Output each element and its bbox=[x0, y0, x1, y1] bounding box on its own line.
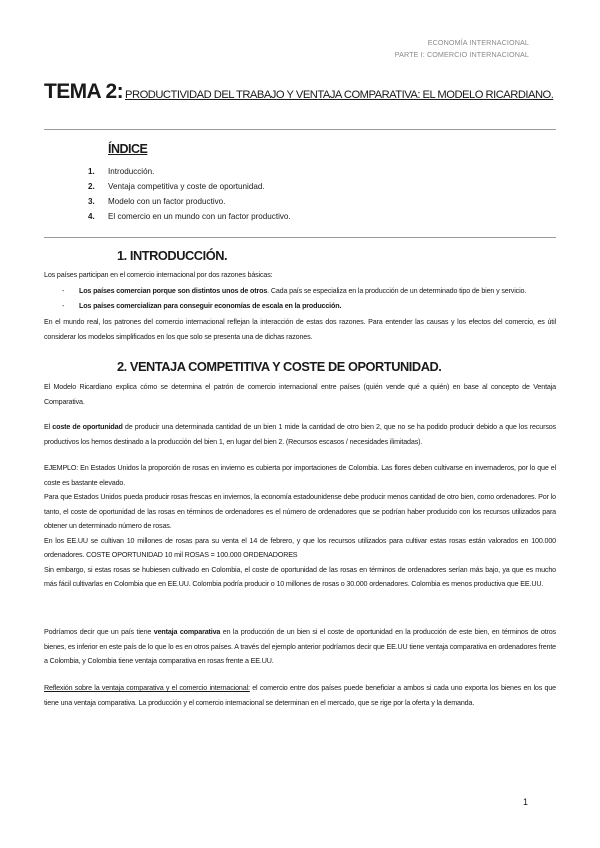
section1-intro: Los países participan en el comercio internacional por dos razones básicas: bbox=[44, 271, 273, 279]
divider-index bbox=[44, 237, 556, 238]
index-heading: ÍNDICE bbox=[108, 142, 148, 156]
title-main: TEMA 2: bbox=[44, 80, 124, 103]
section1-closing: En el mundo real, los patrones del comercio internacional reflejan la interacción de estas dos razones. Para entender las causas y los efectos del comercio, es útil considerar los modelos simplificados en los que solo se presenta una de dichas razones. bbox=[44, 318, 556, 341]
section2-heading: 2. VENTAJA COMPETITIVA Y COSTE DE OPORTUNIDAD. bbox=[117, 359, 442, 374]
title-sub: PRODUCTIVIDAD DEL TRABAJO Y VENTAJA COMPARATIVA: EL MODELO RICARDIANO. bbox=[125, 89, 554, 101]
header-part: PARTE I: COMERCIO INTERNACIONAL bbox=[394, 50, 529, 59]
index-item: 4. El comercio en un mundo con un factor productivo. bbox=[88, 212, 291, 221]
page-number: 1 bbox=[522, 797, 528, 807]
section1-heading: 1. INTRODUCCIÓN. bbox=[117, 248, 228, 263]
header-course: ECONOMÍA INTERNACIONAL bbox=[427, 38, 529, 47]
section2-p4: Podríamos decir que un país tiene ventaja comparativa en la producción de un bien si el coste de oportunidad en la producción de este bien, en términos de otros bienes, es inferior en este país de lo que lo es en otros países. A través del ejemplo anterior podríamos decir que EE.UU tiene ventaja comparativa en ordenadores frente a Colombia, y Colombia tiene ventaja comparativa en rosas frente a EE.UU. bbox=[44, 628, 556, 665]
page-title bbox=[44, 80, 574, 104]
example-line: Sin embargo, si estas rosas se hubiesen cultivado en Colombia, el coste de oportunidad de las rosas en términos de ordenadores serían más bajo, ya que es mucho más fácil cultivarlas en Colombia que en EE.UU. Colombia podría producir o 10 millones de rosas o 30.000 ordenadores. Colombia es menos productiva que EE.UU. bbox=[44, 565, 556, 588]
section2-p1: El Modelo Ricardiano explica cómo se determina el patrón de comercio internacional entre países (quién vende qué a quién) en base al concepto de Ventaja Comparativa. bbox=[44, 383, 556, 406]
bullet-item: - Los países comercializan para conseguir economías de escala en la producción. bbox=[62, 301, 342, 310]
example-line: Para que Estados Unidos pueda producir rosas frescas en inviernos, la economía estadounidense debe producir menos cantidad de otro bien, como ordenadores. Por lo tanto, el coste de oportunidad de las rosas en términos de ordenadores es el número de ordenadores que se podrían haber producido con los recursos utilizados para obtener un determinado número de rosas. bbox=[44, 493, 556, 530]
running-header bbox=[395, 37, 529, 61]
bullet-item: - Los países comercian porque son distintos unos de otros. Cada país se especializa en la producción de un determinado tipo de bien y servicio. bbox=[62, 287, 527, 295]
section2-p2: El coste de oportunidad de producir una determinada cantidad de un bien 1 mide la cantidad de otro bien 2, que no se ha podido producir debido a que los recursos productivos los hemos destinado a la producción del bien 1, en lugar del bien 2. (Recursos escasos / necesidades ilimitadas). bbox=[44, 423, 556, 446]
divider-top bbox=[44, 129, 556, 130]
section1-bullets bbox=[62, 284, 557, 313]
example-line: En los EE.UU se cultivan 10 millones de rosas para su venta el 14 de febrero, y que los recursos utilizados para cultivar estas rosas están valorados en 100.000 ordenadores. COSTE OPORTUNIDAD 10 mil ROSAS = 100.000 ORDENADORES bbox=[44, 536, 556, 559]
index-item: 3. Modelo con un factor productivo. bbox=[88, 197, 226, 206]
index-item: 1. Introducción. bbox=[88, 167, 155, 176]
index-list bbox=[88, 164, 291, 224]
example-line: EJEMPLO: En Estados Unidos la proporción de rosas en invierno es cubierta por importaciones de Colombia. Las flores deben cultivarse en invernaderos, por lo que el coste es bastante elevado. bbox=[44, 464, 556, 487]
section2-p5: Reflexión sobre la ventaja comparativa y el comercio internacional: el comercio entre dos países puede beneficiar a ambos si cada uno exporta los bienes en los que tiene una ventaja comparativa. La producción y el comercio internacional se determinan en el mercado, que se rige por la oferta y la demanda. bbox=[44, 684, 557, 707]
section2-example bbox=[44, 461, 556, 592]
index-item: 2. Ventaja competitiva y coste de oportunidad. bbox=[88, 182, 265, 191]
